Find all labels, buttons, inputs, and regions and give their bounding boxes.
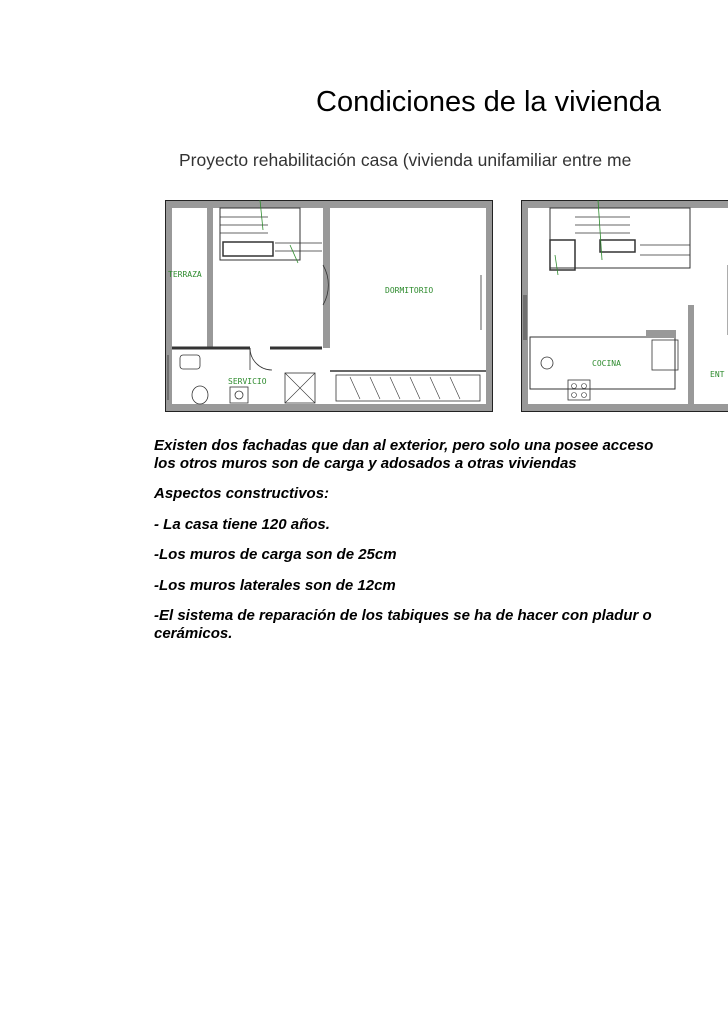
item-repair-1: -El sistema de reparación de los tabiques se ha de hacer con pladur o (154, 607, 652, 624)
label-cocina: COCINA (592, 359, 621, 368)
facade-line-2: los otros muros son de carga y adosados a otras viviendas (154, 454, 577, 472)
label-entrada: ENT (710, 370, 725, 379)
label-terraza: TERRAZA (168, 270, 202, 279)
slide-subtitle: Proyecto rehabilitación casa (vivienda unifamiliar entre me (179, 150, 632, 170)
constructive-heading: Aspectos constructivos: (154, 485, 330, 502)
facade-line-1: Existen dos fachadas que dan al exterior, pero solo una posee acceso (154, 437, 654, 454)
floor-plan-lower (522, 200, 728, 411)
conditions-text (154, 437, 728, 642)
floor-plans (160, 195, 728, 417)
floor-plan-upper (166, 200, 492, 411)
item-load-walls: -Los muros de carga son de 25cm (154, 546, 397, 563)
label-dormitorio: DORMITORIO (385, 286, 434, 295)
slide-title: Condiciones de la vivienda (316, 86, 661, 118)
item-age: - La casa tiene 120 años. (154, 515, 330, 533)
item-side-walls: -Los muros laterales son de 12cm (154, 576, 396, 594)
item-repair-2: cerámicos. (154, 624, 233, 642)
label-servicio: SERVICIO (228, 377, 267, 386)
